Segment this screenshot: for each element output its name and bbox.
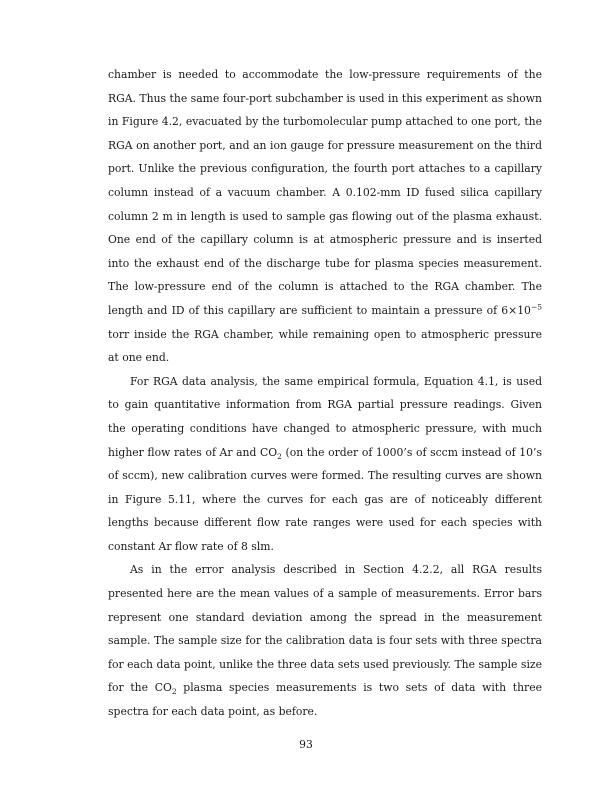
paragraph-2-text-a: For RGA data analysis, the same empirical formula, Equation 4.1, is used to gain quantitative information from RGA partial pressure readings. Given the operating conditions have changed to atmospheric pressure, with much higher flow rates of Ar and CO	[108, 374, 542, 459]
co2-subscript: 2	[277, 451, 282, 461]
paragraph-3-text-b: plasma species measurements is two sets of data with three spectra for each data point, as before.	[108, 681, 543, 719]
paragraph-3	[108, 558, 542, 723]
page-number: 93	[299, 738, 313, 751]
paragraph-2	[108, 370, 542, 559]
pressure-exponent: −5	[530, 302, 542, 312]
co2-subscript: 2	[171, 687, 177, 697]
paragraph-1-text-a: chamber is needed to accommodate the low-pressure requirements of the RGA. Thus the same four-port subchamber is used in this experiment as shown in Figure 4.2, evacuated by the turbomolecular pump attached to one port, the RGA on another port, and an ion gauge for pressure measurement on the third port. Unlike the previous configuration, the fourth port attaches to a capillary column instead of a vacuum chamber. A 0.102-mm ID fused silica capillary column 2 m in length is used to sample gas flowing out of the plasma exhaust. One end of the capillary column is at atmospheric pressure and is inserted into the exhaust end of the discharge tube for plasma species measurement. The low-pressure end of the column is attached to the RGA chamber. The length and ID of this capillary are sufficient to maintain a pressure of 6×10	[108, 68, 542, 317]
paragraph-1-text-b: torr inside the RGA chamber, while remaining open to atmospheric pressure at one end.	[108, 327, 542, 365]
paragraph-3-text-a: As in the error analysis described in Section 4.2.2, all RGA results presented here are the mean values of a sample of measurements. Error bars represent one standard deviation among the spread in the measurement sample. The sample size for the calibration data is four sets with three spectra for each data point, unlike the three data sets used previously. The sample size for the CO	[108, 563, 542, 695]
page-body	[108, 63, 542, 724]
paragraph-2-text-b: (on the order of 1000’s of sccm instead of 10’s of sccm), new calibration curves were formed. The resulting curves are shown in Figure 5.11, where the curves for each gas are of noticeably different lengths because different flow rate ranges were used for each species with constant Ar flow rate of 8 slm.	[108, 445, 542, 553]
paragraph-1	[108, 63, 542, 370]
